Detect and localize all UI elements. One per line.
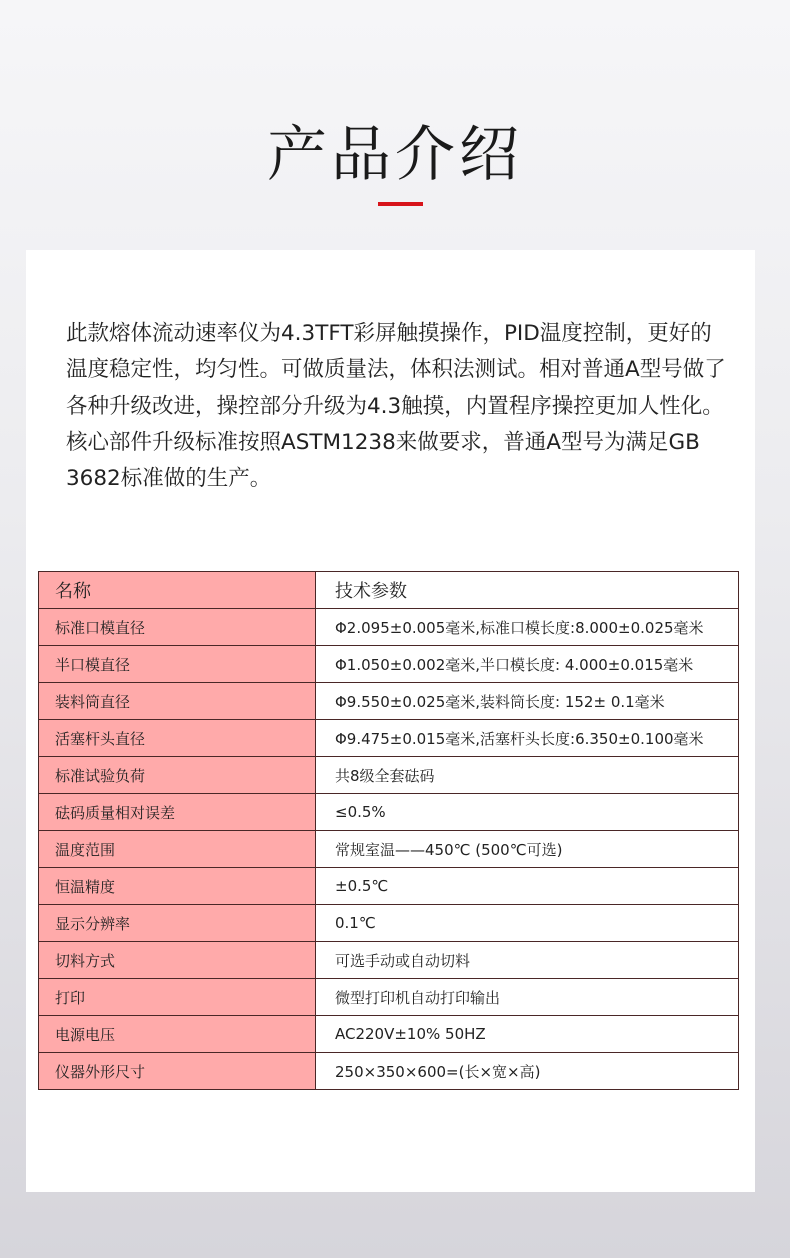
table-row	[39, 868, 739, 905]
param-name: 砝码质量相对误差	[39, 794, 316, 831]
table-row	[39, 683, 739, 720]
param-name: 温度范围	[39, 831, 316, 868]
param-name: 标准口模直径	[39, 609, 316, 646]
table-row	[39, 720, 739, 757]
spec-table	[38, 571, 739, 1090]
param-value: Φ2.095±0.005毫米,标准口模长度:8.000±0.025毫米	[316, 609, 739, 646]
table-row	[39, 979, 739, 1016]
param-name: 恒温精度	[39, 868, 316, 905]
param-name: 标准试验负荷	[39, 757, 316, 794]
param-value: ±0.5℃	[316, 868, 739, 905]
table-row	[39, 1053, 739, 1090]
param-name: 切料方式	[39, 942, 316, 979]
param-value: 共8级全套砝码	[316, 757, 739, 794]
table-row	[39, 1016, 739, 1053]
param-value: Φ1.050±0.002毫米,半口模长度: 4.000±0.015毫米	[316, 646, 739, 683]
param-value: 微型打印机自动打印输出	[316, 979, 739, 1016]
param-name: 半口模直径	[39, 646, 316, 683]
table-row	[39, 609, 739, 646]
param-name: 装料筒直径	[39, 683, 316, 720]
table-row	[39, 794, 739, 831]
param-name: 活塞杆头直径	[39, 720, 316, 757]
param-value: Φ9.475±0.015毫米,活塞杆头长度:6.350±0.100毫米	[316, 720, 739, 757]
table-row	[39, 646, 739, 683]
param-value: Φ9.550±0.025毫米,装料筒长度: 152± 0.1毫米	[316, 683, 739, 720]
intro-paragraph: 此款熔体流动速率仪为4.3TFT彩屏触摸操作，PID温度控制，更好的温度稳定性，均匀性。可做质量法，体积法测试。相对普通A型号做了各种升级改进，操控部分升级为4.3触摸，内置程序操控更加人性化。核心部件升级标准按照ASTM1238来做要求，普通A型号为满足GB 3682标准做的生产。	[66, 321, 726, 492]
param-name: 电源电压	[39, 1016, 316, 1053]
page-title: 产品介绍	[267, 120, 523, 190]
header-params: 技术参数	[316, 572, 739, 609]
param-value: 0.1℃	[316, 905, 739, 942]
table-row	[39, 757, 739, 794]
param-name: 仪器外形尺寸	[39, 1053, 316, 1090]
param-value: 可选手动或自动切料	[316, 942, 739, 979]
header-name: 名称	[39, 572, 316, 609]
table-header-row	[39, 572, 739, 609]
param-value: ≤0.5%	[316, 794, 739, 831]
param-value: AC220V±10% 50HZ	[316, 1016, 739, 1053]
param-name: 打印	[39, 979, 316, 1016]
table-row	[39, 905, 739, 942]
param-name: 显示分辨率	[39, 905, 316, 942]
param-value: 250×350×600=(长×宽×高)	[316, 1053, 739, 1090]
content-card	[26, 250, 755, 1192]
table-row	[39, 942, 739, 979]
table-row	[39, 831, 739, 868]
param-value: 常规室温——450℃ (500℃可选)	[316, 831, 739, 868]
title-underline	[378, 202, 423, 206]
